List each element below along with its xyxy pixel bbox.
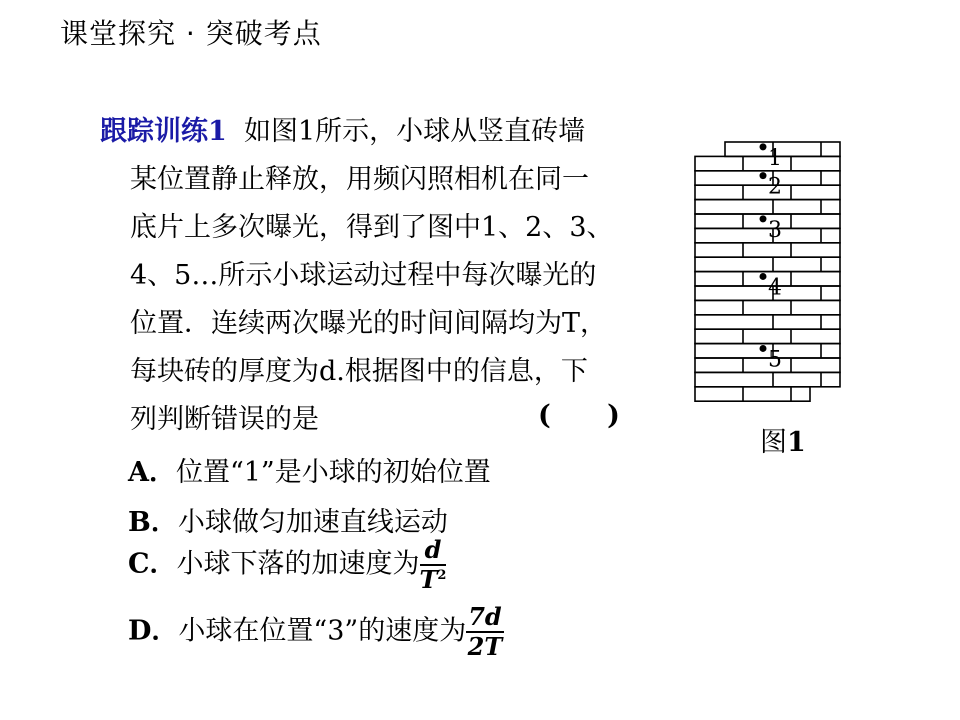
option-c-text: 小球下落的加速度为: [176, 548, 420, 580]
ball-dot: [760, 273, 767, 280]
question-line-1: [100, 108, 640, 156]
option-c-letter: C．: [128, 548, 177, 580]
option-a[interactable]: [128, 450, 491, 489]
ball-label: 2: [768, 174, 782, 200]
option-a-text: 位置“1”是小球的初始位置: [175, 457, 491, 488]
question-line-7: 列判断错误的是: [130, 404, 319, 435]
ball-dot: [760, 143, 767, 150]
brick-row: [725, 142, 840, 156]
option-d[interactable]: [128, 602, 504, 661]
option-b-text: 小球做匀加速直线运动: [177, 507, 448, 538]
option-c-denominator-exponent: 2: [437, 568, 447, 583]
answer-parentheses: ( ): [538, 400, 620, 431]
option-c-fraction: [419, 535, 447, 594]
ball-dot: [760, 345, 767, 352]
option-d-denominator: 2T: [467, 632, 503, 661]
brick-row: [695, 257, 840, 271]
question-line-2: 某位置静止释放，用频闪照相机在同一: [130, 164, 589, 195]
option-d-fraction: [466, 602, 503, 661]
option-d-numerator: 7d: [468, 602, 502, 631]
brick-row: [695, 200, 840, 214]
option-d-text: 小球在位置“3”的速度为: [178, 615, 467, 647]
question-line-3: 底片上多次曝光，得到了图中1、2、3、: [130, 212, 614, 243]
option-b[interactable]: [128, 500, 448, 539]
brick-row: [695, 329, 840, 343]
brick-wall-figure: [690, 138, 850, 408]
ball-label: 4: [768, 275, 782, 301]
figure-caption: [760, 420, 806, 459]
brick-row: [695, 387, 810, 401]
option-c-denominator: [420, 566, 447, 592]
option-b-letter: B．: [128, 507, 178, 538]
ball-dot: [760, 215, 767, 222]
option-c-numerator: d: [420, 538, 447, 566]
question-line-5: 位置．连续两次曝光的时间间隔均为T，: [130, 308, 608, 339]
ball-label: 3: [768, 217, 782, 243]
question-stem: [100, 108, 640, 444]
figure-caption-text: 图1: [760, 427, 806, 458]
option-c-denominator-base: T: [419, 565, 438, 594]
brick-row: [695, 315, 840, 329]
question-line-6: 每块砖的厚度为d.根据图中的信息，下: [130, 356, 588, 387]
question-label: 跟踪训练1: [100, 116, 227, 147]
ball-label: 1: [768, 145, 782, 171]
option-d-letter: D．: [128, 615, 179, 647]
option-a-letter: A．: [128, 457, 176, 488]
brick-row: [695, 243, 840, 257]
ball-dot: [760, 172, 767, 179]
brick-row: [695, 300, 840, 314]
question-line-4: 4、5…所示小球运动过程中每次曝光的: [130, 260, 597, 291]
ball-label: 5: [768, 347, 782, 373]
option-c[interactable]: [128, 535, 447, 594]
page-title: 课堂探究 · 突破考点: [60, 17, 322, 50]
brick-row: [695, 372, 840, 386]
question-text-1: 如图1所示，小球从竖直砖墙: [243, 116, 586, 147]
